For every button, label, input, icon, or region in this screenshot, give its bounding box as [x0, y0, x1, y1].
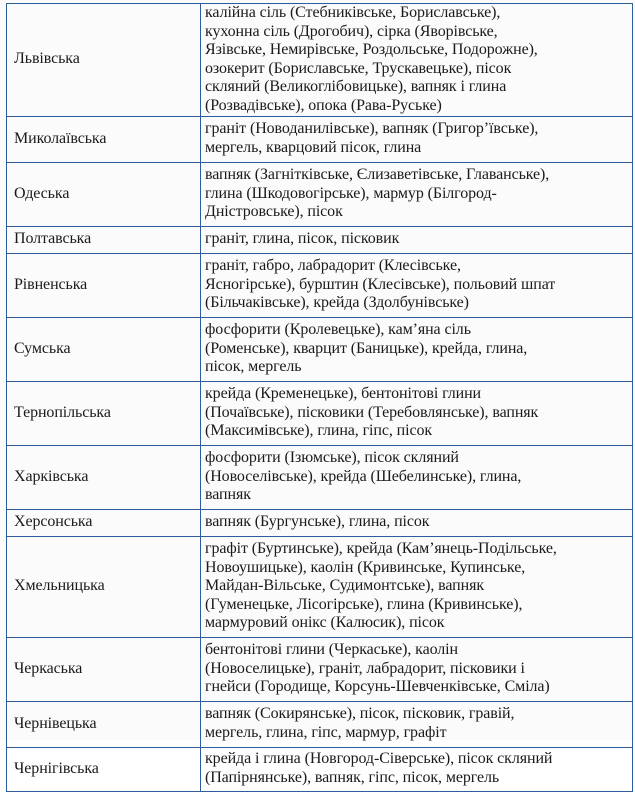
- deposits-cell: [201, 509, 633, 536]
- deposits-line: пісок, мергель: [205, 358, 302, 376]
- table-row: [7, 253, 633, 317]
- deposits-line: озокерит (Бориславське, Трускавецьке), пісок: [205, 59, 512, 77]
- deposits-line: (Роменське), кварцит (Баницьке), крейда, глина,: [205, 339, 528, 357]
- deposits-line: фосфорити (Ізюмське), пісок скляний: [205, 449, 459, 467]
- deposits-line: (Максимівське), глина, гіпс, пісок: [205, 422, 433, 440]
- table-row: [7, 637, 633, 701]
- deposits-line: (Гуменецьке, Лісогірське), глина (Кривинське),: [205, 595, 523, 613]
- table-row: [7, 162, 633, 226]
- table-row: [7, 701, 633, 747]
- table-row: [7, 4, 633, 117]
- deposits-cell: [201, 381, 633, 445]
- deposits-line: вапняк (Загнітківське, Єлизаветівське, Главанське),: [205, 166, 550, 184]
- table-row: [7, 445, 633, 509]
- region-name: Хмельницька: [7, 536, 201, 637]
- deposits-cell: [201, 4, 633, 117]
- deposits-line: Язівське, Немирівське, Роздольське, Подорожне),: [205, 41, 538, 59]
- deposits-line: графіт (Буртинське), крейда (Кам’янець-Подільське,: [205, 540, 557, 558]
- region-name: Харківська: [7, 445, 201, 509]
- table-row: [7, 226, 633, 253]
- table-row: [7, 381, 633, 445]
- deposits-line: (Новоселівське), крейда (Шебелинське), глина,: [205, 467, 522, 485]
- deposits-line: граніт, глина, пісок, пісковик: [205, 230, 400, 248]
- deposits-cell: [201, 253, 633, 317]
- deposits-cell: [201, 226, 633, 253]
- region-name: Черкаська: [7, 637, 201, 701]
- deposits-line: Дністровське), пісок: [205, 203, 343, 221]
- deposits-line: мергель, глина, гіпс, мармур, графіт: [205, 724, 447, 742]
- deposits-line: гнейси (Городище, Корсунь-Шевченківське, Сміла): [205, 678, 550, 696]
- deposits-line: глина (Шкодовогірське), мармур (Білгород-: [205, 184, 497, 202]
- region-name: Рівненська: [7, 253, 201, 317]
- deposits-line: граніт, габро, лабрадорит (Клесівське,: [205, 257, 461, 275]
- deposits-line: Ясногірське), бурштин (Клесівське), польовий шпат: [205, 275, 556, 293]
- deposits-cell: [201, 637, 633, 701]
- deposits-line: мергель, кварцовий пісок, глина: [205, 139, 422, 157]
- table-body: [7, 4, 633, 792]
- deposits-line: крейда (Кременецьке), бентонітові глини: [205, 385, 482, 403]
- region-name: Херсонська: [7, 509, 201, 536]
- deposits-cell: [201, 701, 633, 747]
- deposits-cell: [201, 747, 633, 791]
- region-name: Тернопільська: [7, 381, 201, 445]
- table-row: [7, 509, 633, 536]
- deposits-line: мармуровий онікс (Калюсик), пісок: [205, 614, 445, 632]
- deposits-cell: [201, 162, 633, 226]
- table-row: [7, 116, 633, 162]
- deposits-line: вапняк: [205, 486, 251, 504]
- region-name: Миколаївська: [7, 116, 201, 162]
- table-row: [7, 317, 633, 381]
- deposits-cell: [201, 317, 633, 381]
- region-name: Одеська: [7, 162, 201, 226]
- table-row: [7, 536, 633, 637]
- table-row: [7, 747, 633, 791]
- deposits-line: Майдан-Вільське, Судимонтське), вапняк: [205, 577, 485, 595]
- deposits-cell: [201, 116, 633, 162]
- minerals-table: [6, 3, 633, 792]
- region-name: Полтавська: [7, 226, 201, 253]
- region-name: Чернівецька: [7, 701, 201, 747]
- deposits-cell: [201, 445, 633, 509]
- deposits-line: (Розвадівське), опока (Рава-Руське): [205, 96, 442, 114]
- deposits-cell: [201, 536, 633, 637]
- deposits-line: (Новоселицьке), граніт, лабрадорит, пісковики і: [205, 659, 525, 677]
- deposits-line: кухонна сіль (Дрогобич), сірка (Яворівське,: [205, 22, 498, 40]
- deposits-line: (Папірнянське), вапняк, гіпс, пісок, мергель: [205, 769, 500, 787]
- deposits-line: калійна сіль (Стебниківське, Бориславське),: [205, 4, 501, 21]
- deposits-line: крейда і глина (Новгород-Сіверське), пісок скляний: [205, 750, 553, 768]
- deposits-line: (Більчаківське), крейда (Здолбунівське): [205, 294, 469, 312]
- region-name: Чернігівська: [7, 747, 201, 791]
- deposits-line: вапняк (Бургунське), глина, пісок: [205, 513, 430, 531]
- deposits-line: бентонітові глини (Черкаське), каолін: [205, 641, 458, 659]
- deposits-line: (Почаївське), пісковики (Теребовлянське), вапняк: [205, 403, 539, 421]
- deposits-line: вапняк (Сокирянське), пісок, пісковик, гравій,: [205, 705, 515, 723]
- deposits-line: Новоушицьке), каолін (Кривинське, Купинське,: [205, 558, 526, 576]
- deposits-line: фосфорити (Кролевецьке), кам’яна сіль: [205, 321, 471, 339]
- region-name: Сумська: [7, 317, 201, 381]
- deposits-line: скляний (Великоглібовицьке), вапняк і глина: [205, 78, 507, 96]
- region-name: Львівська: [7, 4, 201, 117]
- deposits-line: граніт (Новоданилівське), вапняк (Григор’ївське),: [205, 120, 539, 138]
